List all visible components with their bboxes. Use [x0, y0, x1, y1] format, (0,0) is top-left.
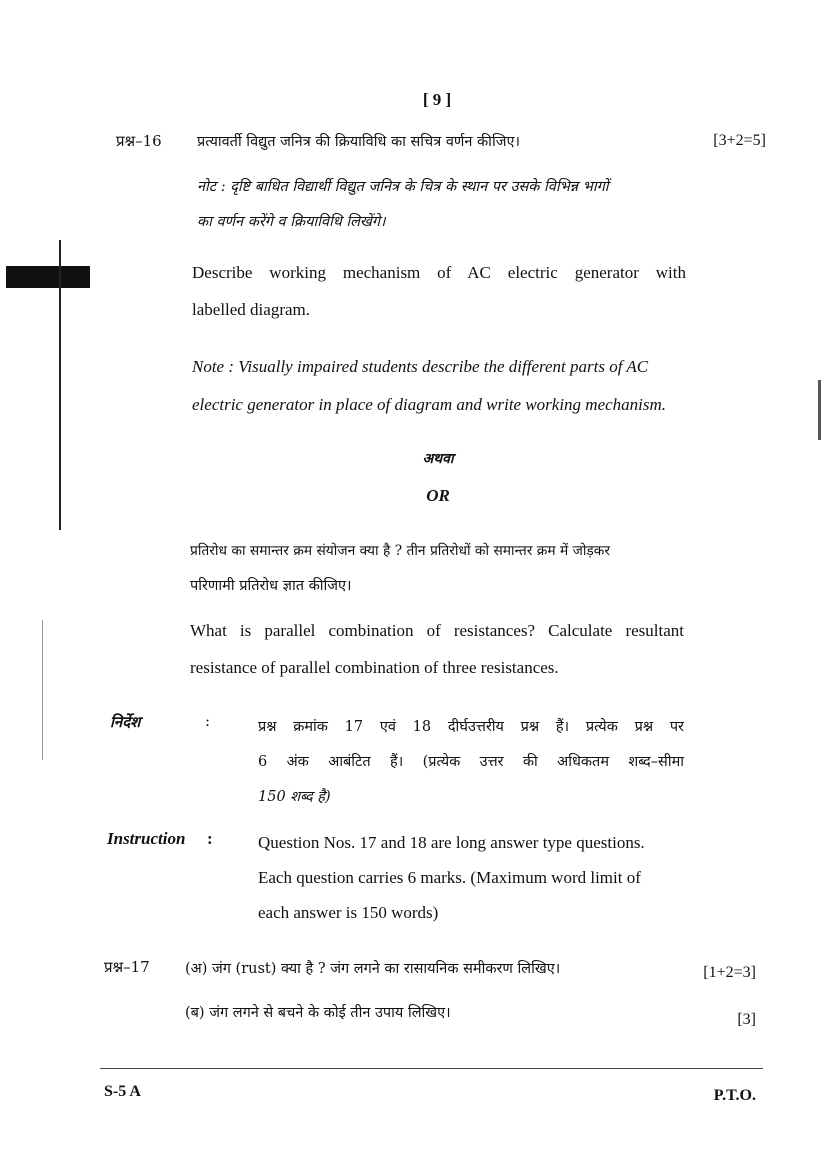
instruction-english-line-3: each answer is 150 words): [258, 903, 439, 922]
question-17-part-a-marks: [1+2=3]: [703, 964, 756, 981]
question-16-alternative-english: [190, 612, 684, 686]
instruction-hindi-label: निर्देश: [110, 713, 141, 731]
question-16-note-english: [192, 348, 702, 424]
instruction-hindi-text: [258, 710, 684, 815]
scan-margin-line: [59, 240, 61, 530]
question-16-label: प्रश्न–16: [116, 132, 162, 150]
question-16-note-hindi: [197, 170, 697, 240]
question-16-marks: [3+2=5]: [713, 132, 766, 149]
english-line-2: labelled diagram.: [192, 300, 311, 319]
scan-margin-mark: [6, 266, 90, 288]
or-english: OR: [426, 486, 450, 505]
instruction-hindi-line-2: 6 अंक आबंटित हैं। (प्रत्येक उत्तर की अधिकतम शब्द–सीमा: [258, 754, 684, 770]
question-16-hindi-text: प्रत्यावर्ती विद्युत जनित्र की क्रियाविधि का सचित्र वर्णन कीजिए।: [197, 134, 520, 150]
instruction-hindi-colon: :: [205, 712, 211, 730]
scan-edge-mark: [818, 380, 821, 440]
instruction-english-line-2: Each question carries 6 marks. (Maximum word limit of: [258, 868, 641, 887]
note-english-line-2: electric generator in place of diagram and write working mechanism.: [192, 395, 667, 414]
alternative-hindi-line-1: प्रतिरोध का समान्तर क्रम संयोजन क्या है ? तीन प्रतिरोधों को समान्तर क्रम में जोड़कर: [190, 543, 611, 559]
note-hindi-line-2: का वर्णन करेंगे व क्रियाविधि लिखेंगे।: [197, 214, 386, 230]
question-17-part-b: (ब) जंग लगने से बचने के कोई तीन उपाय लिखिए।: [185, 1005, 451, 1021]
instruction-english-line-1: Question Nos. 17 and 18 are long answer type questions.: [258, 833, 645, 852]
instruction-hindi-line-3: 150 शब्द है): [258, 789, 331, 805]
footer-rule: [100, 1068, 763, 1069]
english-line-1: Describe working mechanism of AC electric generator with: [192, 263, 686, 282]
instruction-english-label: Instruction: [107, 829, 186, 848]
note-hindi-line-1: नोट : दृष्टि बाधित विद्यार्थी विद्युत जनित्र के चित्र के स्थान पर उसके विभिन्न भागों: [197, 179, 609, 195]
page-number: [ 9 ]: [422, 90, 452, 109]
footer-paper-code: S-5 A: [104, 1083, 141, 1100]
or-hindi: अथवा: [422, 451, 454, 467]
instruction-english-text: [258, 825, 688, 930]
instruction-hindi-line-1: प्रश्न क्रमांक 17 एवं 18 दीर्घउत्तरीय प्रश्न हैं। प्रत्येक प्रश्न पर: [258, 719, 684, 735]
question-16-alternative-hindi: [190, 534, 686, 604]
alternative-english-line-1: What is parallel combination of resistances? Calculate resultant: [190, 621, 684, 640]
question-17-label: प्रश्न–17: [104, 958, 150, 976]
alternative-english-line-2: resistance of parallel combination of three resistances.: [190, 658, 559, 677]
scan-faint-line: [42, 620, 43, 760]
question-17-part-b-marks: [3]: [737, 1011, 756, 1028]
note-english-line-1: Note : Visually impaired students describe the different parts of AC: [192, 357, 649, 376]
alternative-hindi-line-2: परिणामी प्रतिरोध ज्ञात कीजिए।: [190, 578, 352, 594]
instruction-english-colon: :: [207, 829, 213, 848]
footer-pto: P.T.O.: [713, 1087, 756, 1104]
question-16-english-text: [192, 254, 686, 328]
question-17-part-a: (अ) जंग (rust) क्या है ? जंग लगने का रासायनिक समीकरण लिखिए।: [185, 961, 561, 977]
